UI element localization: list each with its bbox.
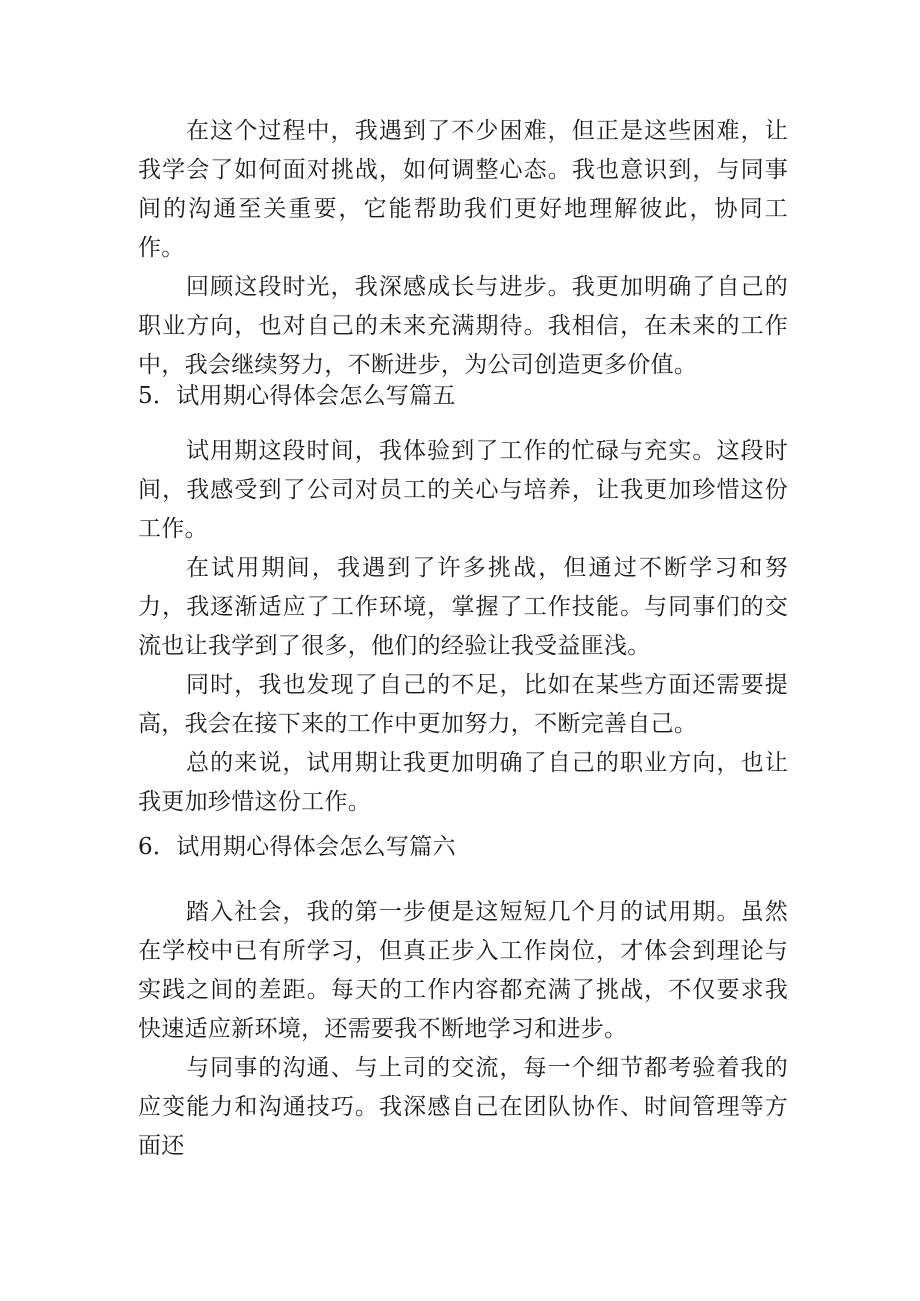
- section-6: [138, 828, 788, 867]
- section-heading: 6．试用期心得体会怎么写篇六: [138, 834, 456, 860]
- paragraph: 试用期这段时间，我体验到了工作的忙碌与充实。这段时间，我感受到了公司对员工的关心与培养，让我更加珍惜这份工作。: [138, 438, 788, 542]
- paragraph: 与同事的沟通、与上司的交流，每一个细节都考验着我的应变能力和沟通技巧。我深感自己在团队协作、时间管理等方面还: [138, 1055, 788, 1159]
- section-6-body: [138, 893, 788, 1166]
- paragraph: 在这个过程中，我遇到了不少困难，但正是这些困难，让我学会了如何面对挑战，如何调整心态。我也意识到，与同事间的沟通至关重要，它能帮助我们更好地理解彼此，协同工作。: [138, 118, 788, 261]
- section-heading: 5．试用期心得体会怎么写篇五: [138, 383, 456, 409]
- paragraph: 踏入社会，我的第一步便是这短短几个月的试用期。虽然在学校中已有所学习，但真正步入工作岗位，才体会到理论与实践之间的差距。每天的工作内容都充满了挑战，不仅要求我快速适应新环境，还需要我不断地学习和进步。: [138, 899, 788, 1042]
- section-5-body: [138, 432, 788, 822]
- section-5: [138, 377, 788, 416]
- paragraph: 回顾这段时光，我深感成长与进步。我更加明确了自己的职业方向，也对自己的未来充满期待。我相信，在未来的工作中，我会继续努力，不断进步，为公司创造更多价值。: [138, 274, 788, 378]
- paragraph: 总的来说，试用期让我更加明确了自己的职业方向，也让我更加珍惜这份工作。: [138, 750, 788, 815]
- paragraph: 在试用期间，我遇到了许多挑战，但通过不断学习和努力，我逐渐适应了工作环境，掌握了工作技能。与同事们的交流也让我学到了很多，他们的经验让我受益匪浅。: [138, 555, 788, 659]
- paragraph: 同时，我也发现了自己的不足，比如在某些方面还需要提高，我会在接下来的工作中更加努力，不断完善自己。: [138, 672, 788, 737]
- section-continuation: [138, 112, 788, 385]
